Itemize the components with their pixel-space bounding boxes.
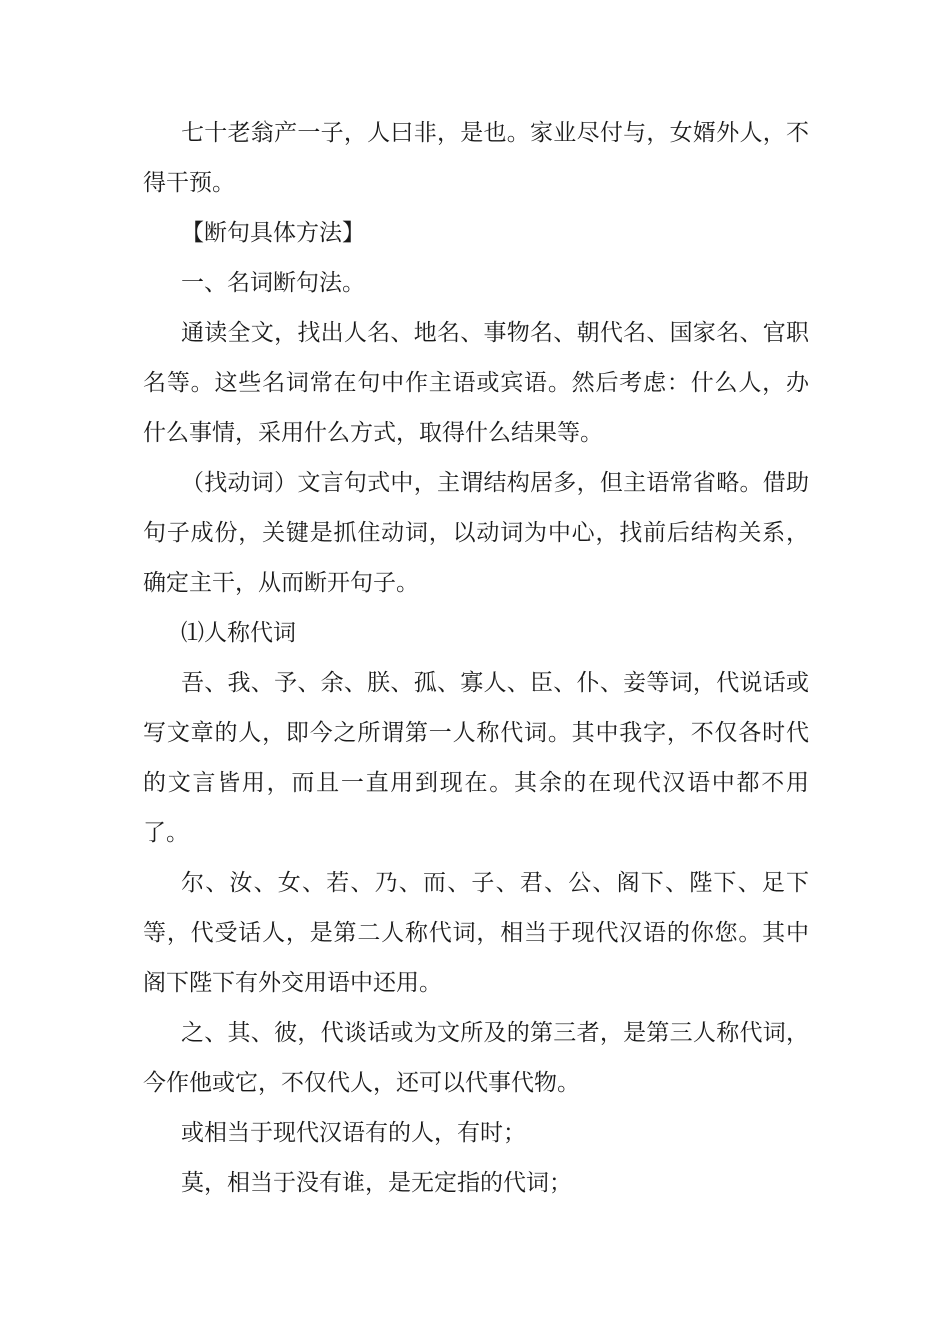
paragraph-read-full-text: 通读全文，找出人名、地名、事物名、朝代名、国家名、官职名等。这些名词常在句中作主语或宾语。然后考虑：什么人，办什么事情，采用什么方式，取得什么结果等。	[143, 320, 809, 446]
paragraph-find-verbs: （找动词）文言句式中，主谓结构居多，但主语常省略。借助句子成份，关键是抓住动词，以动词为中心，找前后结构关系，确定主干，从而断开句子。	[143, 470, 809, 596]
section-heading: 【断句具体方法】	[181, 220, 365, 246]
paragraph-second-person: 尔、汝、女、若、乃、而、子、君、公、阁下、陛下、足下等，代受话人，是第二人称代词，相当于现代汉语的你您。其中阁下陛下有外交用语中还用。	[143, 870, 809, 996]
document-page	[143, 108, 809, 1208]
subheading-personal-pronouns: ⑴人称代词	[181, 620, 296, 646]
paragraph-third-person: 之、其、彼，代谈话或为文所及的第三者，是第三人称代词，今作他或它，不仅代人，还可以代事代物。	[143, 1020, 809, 1096]
paragraph-mo: 莫，相当于没有谁，是无定指的代词；	[181, 1170, 572, 1196]
paragraph-huo: 或相当于现代汉语有的人，有时；	[181, 1120, 526, 1146]
paragraph-first-person: 吾、我、予、余、朕、孤、寡人、臣、仆、妾等词，代说话或写文章的人，即今之所谓第一人称代词。其中我字，不仅各时代的文言皆用，而且一直用到现在。其余的在现代汉语中都不用了。	[143, 670, 809, 846]
subheading-noun-method: 一、名词断句法。	[181, 270, 365, 296]
paragraph-opening-example: 七十老翁产一子，人曰非，是也。家业尽付与，女婿外人，不得干预。	[143, 120, 809, 196]
